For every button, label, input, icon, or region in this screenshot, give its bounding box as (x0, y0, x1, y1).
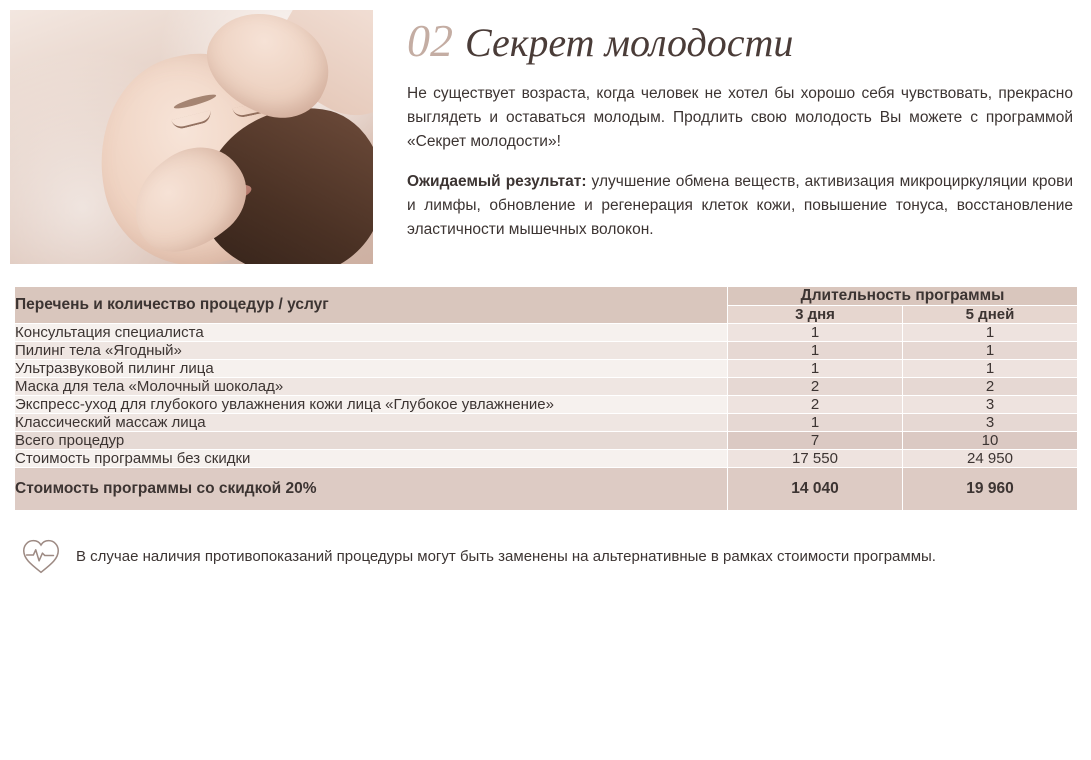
intro-paragraph: Не существует возраста, когда человек не хотел бы хорошо себя чувствовать, прекрасно выглядеть и оставаться молодым. Продлить свою молодость Вы можете с программой «Секрет молодости»! (407, 85, 1073, 151)
table-body (15, 324, 1078, 511)
facial-massage-photo (10, 10, 373, 264)
row-value-5days: 1 (903, 324, 1078, 342)
table-row (15, 378, 1078, 396)
row-value-3days: 1 (728, 360, 903, 378)
row-value-3days: 1 (728, 342, 903, 360)
table-row (15, 324, 1078, 342)
row-value-5days: 2 (903, 378, 1078, 396)
row-value-3days: 2 (728, 378, 903, 396)
table-row-price (15, 450, 1078, 468)
discount-label: Стоимость программы со скидкой 20% (15, 468, 728, 511)
price-label: Стоимость программы без скидки (15, 450, 728, 468)
row-label: Ультразвуковой пилинг лица (15, 360, 728, 378)
expected-result-label: Ожидаемый результат: (407, 173, 587, 191)
row-value-5days: 1 (903, 360, 1078, 378)
row-value-3days: 1 (728, 414, 903, 432)
heart-pulse-icon (18, 533, 64, 579)
header-duration-3days: 3 дня (728, 306, 903, 324)
top-section (0, 0, 1091, 264)
header-services: Перечень и количество процедур / услуг (15, 287, 728, 324)
table-head (15, 287, 1078, 324)
row-label: Пилинг тела «Ягодный» (15, 342, 728, 360)
header-duration-group: Длительность программы (728, 287, 1078, 306)
table-row (15, 396, 1078, 414)
discount-value-3days: 14 040 (728, 468, 903, 511)
row-value-3days: 2 (728, 396, 903, 414)
row-label: Классический массаж лица (15, 414, 728, 432)
row-value-3days: 1 (728, 324, 903, 342)
page-title (407, 15, 1073, 66)
price-value-5days: 24 950 (903, 450, 1078, 468)
footer-note (18, 533, 1077, 579)
section-title: Секрет молодости (465, 20, 794, 65)
intro-block (373, 10, 1073, 242)
discount-value-5days: 19 960 (903, 468, 1078, 511)
footer-note-text: В случае наличия противопоказаний процедуры могут быть заменены на альтернативные в рамках стоимости программы. (76, 547, 936, 565)
row-value-5days: 1 (903, 342, 1078, 360)
table-row (15, 360, 1078, 378)
program-table (14, 286, 1078, 511)
table-header-row-1 (15, 287, 1078, 306)
expected-result-text: улучшение обмена веществ, активизация микроциркуляции крови и лимфы, обновление и регенерация клеток кожи, повышение тонуса, восстановление эластичности мышечных волокон. (407, 173, 1073, 239)
total-value-5days: 10 (903, 432, 1078, 450)
row-label: Маска для тела «Молочный шоколад» (15, 378, 728, 396)
row-label: Экспресс-уход для глубокого увлажнения кожи лица «Глубокое увлажнение» (15, 396, 728, 414)
header-duration-5days: 5 дней (903, 306, 1078, 324)
section-number: 02 (407, 15, 453, 66)
table-row (15, 414, 1078, 432)
expected-result-paragraph (407, 170, 1073, 242)
row-value-5days: 3 (903, 414, 1078, 432)
table-row (15, 342, 1078, 360)
row-value-5days: 3 (903, 396, 1078, 414)
price-value-3days: 17 550 (728, 450, 903, 468)
table-row-discount (15, 468, 1078, 511)
program-table-wrapper (14, 286, 1077, 511)
total-value-3days: 7 (728, 432, 903, 450)
total-label: Всего процедур (15, 432, 728, 450)
row-label: Консультация специалиста (15, 324, 728, 342)
table-row-total (15, 432, 1078, 450)
